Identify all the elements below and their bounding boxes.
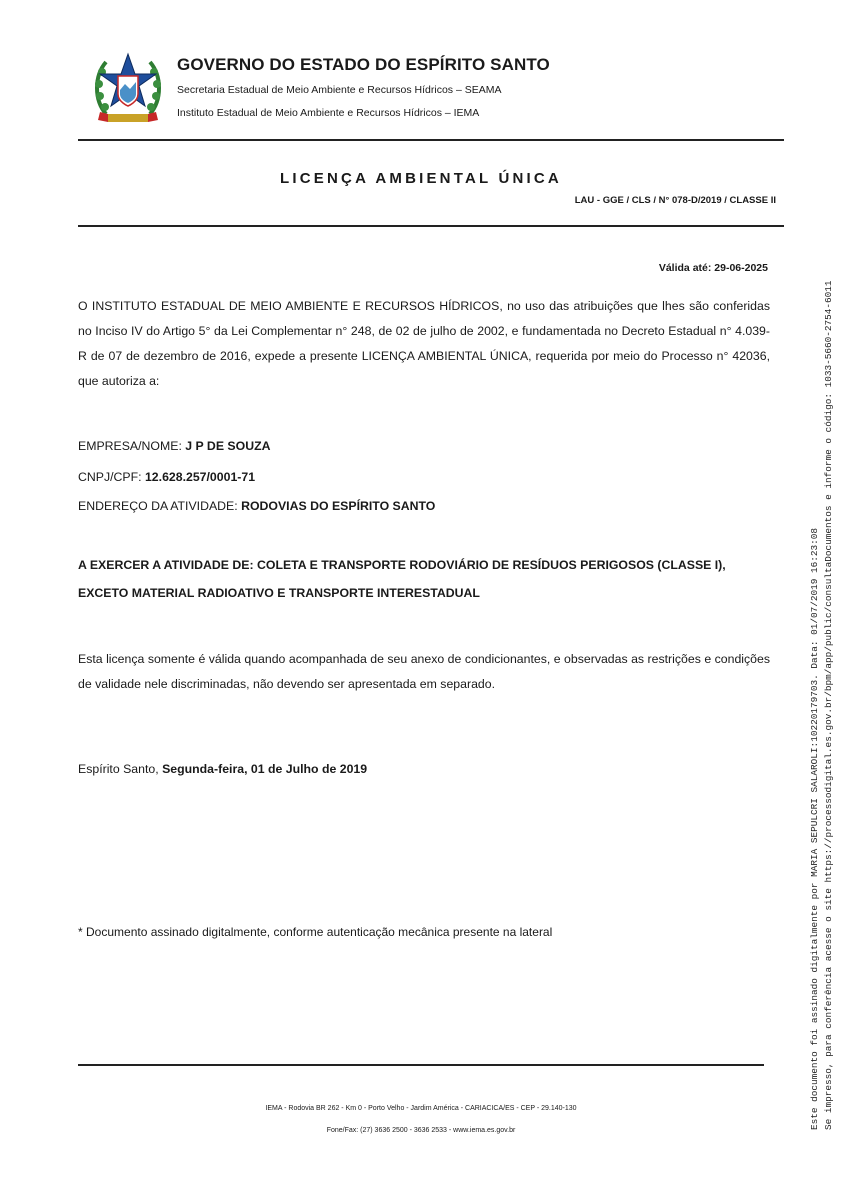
- stamp-verification-line: Se impresso, para conferência acesse o site https://processodigital.es.gov.br/bpm/app/public/consultaDocumentos e informe o código: 1033-5660-2754-6011: [823, 280, 834, 1130]
- company-value: J P DE SOUZA: [185, 439, 271, 453]
- place-prefix: Espírito Santo,: [78, 762, 163, 776]
- cnpj-line: [78, 470, 255, 484]
- authorized-activity: A EXERCER A ATIVIDADE DE: COLETA E TRANSPORTE RODOVIÁRIO DE RESÍDUOS PERIGOSOS (CLASSE I), EXCETO MATERIAL RADIOATIVO E TRANSPORTE INTERESTADUAL: [78, 558, 726, 600]
- cnpj-value: 12.628.257/0001-71: [144, 470, 256, 484]
- title-divider: [78, 225, 784, 227]
- address-label: ENDEREÇO DA ATIVIDADE:: [78, 499, 242, 513]
- issue-date: Segunda-feira, 01 de Julho de 2019: [162, 762, 368, 776]
- government-name: GOVERNO DO ESTADO DO ESPÍRITO SANTO: [177, 55, 550, 74]
- digital-signature-note: * Documento assinado digitalmente, conforme autenticação mecânica presente na lateral: [78, 925, 553, 939]
- document-title: LICENÇA AMBIENTAL ÚNICA: [280, 170, 562, 187]
- intro-paragraph: O INSTITUTO ESTADUAL DE MEIO AMBIENTE E RECURSOS HÍDRICOS, no uso das atribuições que lhes são conferidas no Inciso IV do Artigo 5° da Lei Complementar n° 248, de 02 de julho de 2002, e fundamentada no Decreto Estadual n° 4.039-R de 07 de dezembro de 2016, expede a presente LICENÇA AMBIENTAL ÚNICA, requerida por meio do Processo n° 42036, que autoriza a:: [78, 299, 770, 388]
- validity-note-paragraph: Esta licença somente é válida quando acompanhada de seu anexo de condicionantes, e observadas as restrições e condições de validade nele discriminadas, não devendo ser apresentada em separado.: [78, 652, 770, 691]
- footer-divider: [78, 1064, 764, 1066]
- stamp-signature-line: Este documento foi assinado digitalmente por MARIA SEPULCRI SALAROLI:10220179703. Data: 01/07/2019 16:23:08: [809, 528, 820, 1130]
- company-line: [78, 439, 270, 453]
- footer-contact: Fone/Fax: (27) 3636 2500 - 3636 2533 - www.iema.es.gov.br: [326, 1127, 516, 1134]
- institute-name: Instituto Estadual de Meio Ambiente e Recursos Hídricos – IEMA: [177, 107, 480, 119]
- place-and-date: [78, 762, 367, 776]
- company-label: EMPRESA/NOME:: [78, 439, 186, 453]
- license-code: LAU - GGE / CLS / N° 078-D/2019 / CLASSE II: [574, 195, 776, 206]
- address-line: [78, 499, 435, 513]
- secretariat-name: Secretaria Estadual de Meio Ambiente e Recursos Hídricos – SEAMA: [177, 84, 502, 96]
- authentication-stamp: [808, 130, 842, 1130]
- cnpj-label: CNPJ/CPF:: [78, 470, 145, 484]
- header-divider: [78, 139, 784, 141]
- state-coat-of-arms-icon: [92, 48, 164, 128]
- footer-address: IEMA - Rodovia BR 262 - Km 0 - Porto Velho - Jardim América - CARIACICA/ES - CEP - 29.140-130: [265, 1105, 577, 1112]
- address-value: RODOVIAS DO ESPÍRITO SANTO: [241, 499, 436, 513]
- validity-date: Válida até: 29-06-2025: [658, 262, 768, 274]
